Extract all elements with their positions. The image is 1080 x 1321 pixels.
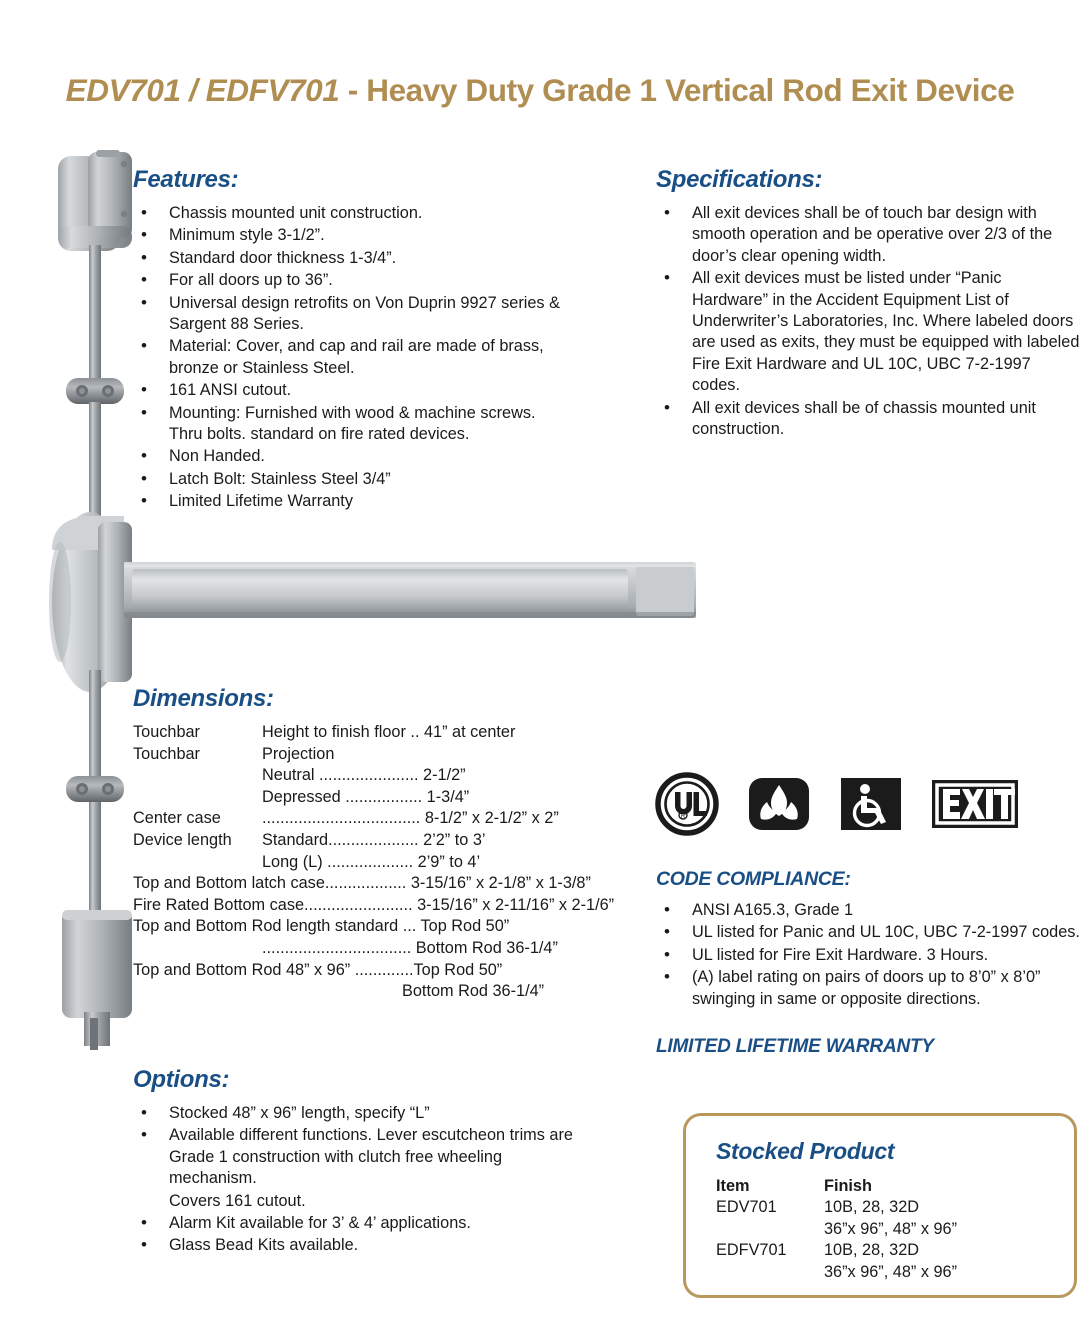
option-item: • Stocked 48” x 96” length, specify “L” (133, 1103, 573, 1124)
dimensions-fullrow: Top and Bottom latch case.................. 3-15/16” x 2-1/8” x 1-3/8” (133, 874, 591, 893)
lower-rod-guide (66, 776, 124, 802)
top-rod (89, 245, 101, 427)
dimensions-row (133, 873, 614, 895)
feature-item: • Chassis mounted unit construction. (133, 203, 563, 224)
dimensions-label: Touchbar (133, 744, 200, 763)
dimensions-label (133, 765, 262, 787)
dimensions-row (133, 938, 614, 960)
dimensions-row (133, 981, 614, 1003)
stocked-product-row (716, 1240, 957, 1262)
stocked-item-name: EDFV701 (716, 1241, 787, 1260)
dimensions-row (133, 787, 614, 809)
dimensions-fullrow: Top and Bottom Rod 48” x 96” .............Top Rod 50” (133, 960, 503, 979)
dimensions-value: Depressed ................. 1-3/4” (262, 787, 470, 806)
specifications-section (656, 166, 1080, 441)
dimensions-row (133, 830, 614, 852)
dimensions-label: Center case (133, 809, 221, 828)
feature-item: • Material: Cover, and cap and rail are made of brass, bronze or Stainless Steel. (133, 336, 563, 379)
dimensions-value: Height to finish floor .. 41” at center (262, 723, 516, 741)
feature-item: • Mounting: Furnished with wood & machine screws. Thru bolts. standard on fire rated devices. (133, 403, 563, 446)
stocked-product-row (716, 1219, 957, 1241)
dimensions-value: ................................. Bottom Rod 36-1/4” (262, 938, 558, 957)
top-latch-case (58, 150, 132, 251)
dimensions-value: Projection (262, 744, 335, 763)
code-compliance-item: • UL listed for Fire Exit Hardware. 3 Hours. (656, 945, 1080, 966)
page-title-rest: - Heavy Duty Grade 1 Vertical Rod Exit Device (339, 72, 1015, 108)
code-compliance-item: • ANSI A165.3, Grade 1 (656, 900, 1080, 921)
specification-item: • All exit devices shall be of touch bar design with smooth operation and be operative over 2/3 of the door’s clear opening width. (656, 203, 1080, 267)
code-compliance-heading: CODE COMPLIANCE: (656, 868, 851, 890)
specifications-heading: Specifications: (656, 166, 823, 193)
options-list (133, 1103, 573, 1257)
stocked-item-name: EDV701 (716, 1198, 777, 1216)
dimensions-row (133, 916, 614, 938)
stocked-product-box (683, 1113, 1077, 1298)
stocked-item-sizes: 36”x 96”, 48” x 96” (824, 1219, 958, 1238)
features-heading: Features: (133, 166, 239, 193)
code-compliance-section (656, 868, 1080, 1058)
certification-icons (655, 772, 1019, 836)
push-rail (124, 562, 696, 618)
dimensions-value: Standard.................... 2’2” to 3’ (262, 830, 486, 849)
feature-item: • Minimum style 3-1/2”. (133, 225, 563, 246)
stocked-product-row (716, 1197, 957, 1219)
option-item: Covers 161 cutout. (169, 1191, 306, 1210)
feature-item: • Non Handed. (133, 446, 563, 467)
dimensions-label (133, 938, 262, 960)
feature-item: • For all doors up to 36”. (133, 270, 563, 291)
stocked-product-row (716, 1262, 957, 1284)
feature-item: • Universal design retrofits on Von Duprin 9927 series & Sargent 88 Series. (133, 293, 563, 336)
dimensions-label: Device length (133, 830, 232, 849)
code-compliance-list (656, 900, 1080, 1010)
dimensions-fullrow: Fire Rated Bottom case........................ 3-15/16” x 2-11/16” x 2-1/6” (133, 895, 615, 914)
ul-listed-icon (655, 772, 719, 836)
dimensions-row (133, 744, 614, 766)
stocked-product-table (716, 1175, 957, 1283)
option-item: • Glass Bead Kits available. (133, 1235, 573, 1256)
page-title (0, 72, 1080, 109)
dimensions-row (133, 722, 614, 744)
dimensions-row (133, 808, 614, 830)
feature-item: • 161 ANSI cutout. (133, 380, 563, 401)
dimensions-value: ................................... 8-1/2” x 2-1/2” x 2” (262, 809, 559, 828)
dimensions-value: Neutral ...................... 2-1/2” (262, 766, 466, 785)
feature-item: • Limited Lifetime Warranty (133, 491, 563, 512)
dimensions-value: Bottom Rod 36-1/4” (402, 982, 545, 1001)
dimensions-label (133, 852, 262, 874)
stocked-item-spacer (716, 1219, 824, 1241)
dimensions-heading: Dimensions: (133, 685, 274, 712)
stocked-item-sizes: 36”x 96”, 48” x 96” (824, 1262, 958, 1281)
exit-sign-icon (931, 776, 1019, 832)
stocked-product-header-row (716, 1175, 957, 1197)
dimensions-label (133, 981, 262, 1003)
stocked-item-finish: 10B, 28, 32D (824, 1241, 920, 1260)
features-list (133, 203, 563, 513)
dimensions-label (133, 787, 262, 809)
bottom-latch-case (62, 910, 132, 1050)
fire-rated-flame-icon (747, 772, 811, 836)
dimensions-row (133, 852, 614, 874)
code-compliance-item: • (A) label rating on pairs of doors up to 8’0” x 8’0” swinging in same or opposite directions. (656, 967, 1080, 1010)
page-title-model: EDV701 / EDFV701 (65, 72, 340, 108)
dimensions-fullrow: Top and Bottom Rod length standard ... Top Rod 50” (133, 917, 510, 936)
stocked-product-heading: Stocked Product (716, 1138, 895, 1164)
code-compliance-item: • UL listed for Panic and UL 10C, UBC 7-2-1997 codes. (656, 922, 1080, 943)
feature-item: • Standard door thickness 1-3/4”. (133, 248, 563, 269)
specification-item: • All exit devices must be listed under “Panic Hardware” in the Accident Equipment List of Underwriter’s Laboratories, Inc. Where labeled doors are used as exits, they must be equipped with labeled Fire Exit Hardware and UL 10C, UBC 7-2-1997 codes. (656, 268, 1080, 396)
option-item: • Available different functions. Lever escutcheon trims are Grade 1 construction with clutch free wheeling mechanism. (133, 1125, 573, 1189)
stocked-item-spacer (716, 1262, 824, 1284)
dimensions-table (133, 722, 614, 1003)
bottom-rod (89, 670, 101, 910)
dimensions-row (133, 960, 614, 982)
upper-rod-guide (66, 378, 124, 404)
dimensions-value: Long (L) ................... 2’9” to 4’ (262, 852, 481, 871)
accessibility-icon (839, 772, 903, 836)
dimensions-row (133, 765, 614, 787)
specification-item: • All exit devices shall be of chassis mounted unit construction. (656, 398, 1080, 441)
dimensions-row (133, 895, 614, 917)
dimensions-section (133, 685, 615, 1003)
options-heading: Options: (133, 1066, 230, 1093)
column-header-item: Item (716, 1177, 750, 1195)
options-section (133, 1066, 573, 1258)
touchbar-center-case (49, 512, 132, 692)
limited-lifetime-warranty: LIMITED LIFETIME WARRANTY (656, 1036, 934, 1058)
column-header-finish: Finish (824, 1177, 872, 1195)
specifications-list (656, 203, 1080, 440)
svg-text:R: R (680, 814, 686, 820)
stocked-item-finish: 10B, 28, 32D (824, 1198, 920, 1216)
option-item: • Alarm Kit available for 3’ & 4’ applications. (133, 1213, 573, 1234)
feature-item: • Latch Bolt: Stainless Steel 3/4” (133, 469, 563, 490)
features-section (133, 166, 563, 514)
dimensions-label: Touchbar (133, 723, 200, 741)
